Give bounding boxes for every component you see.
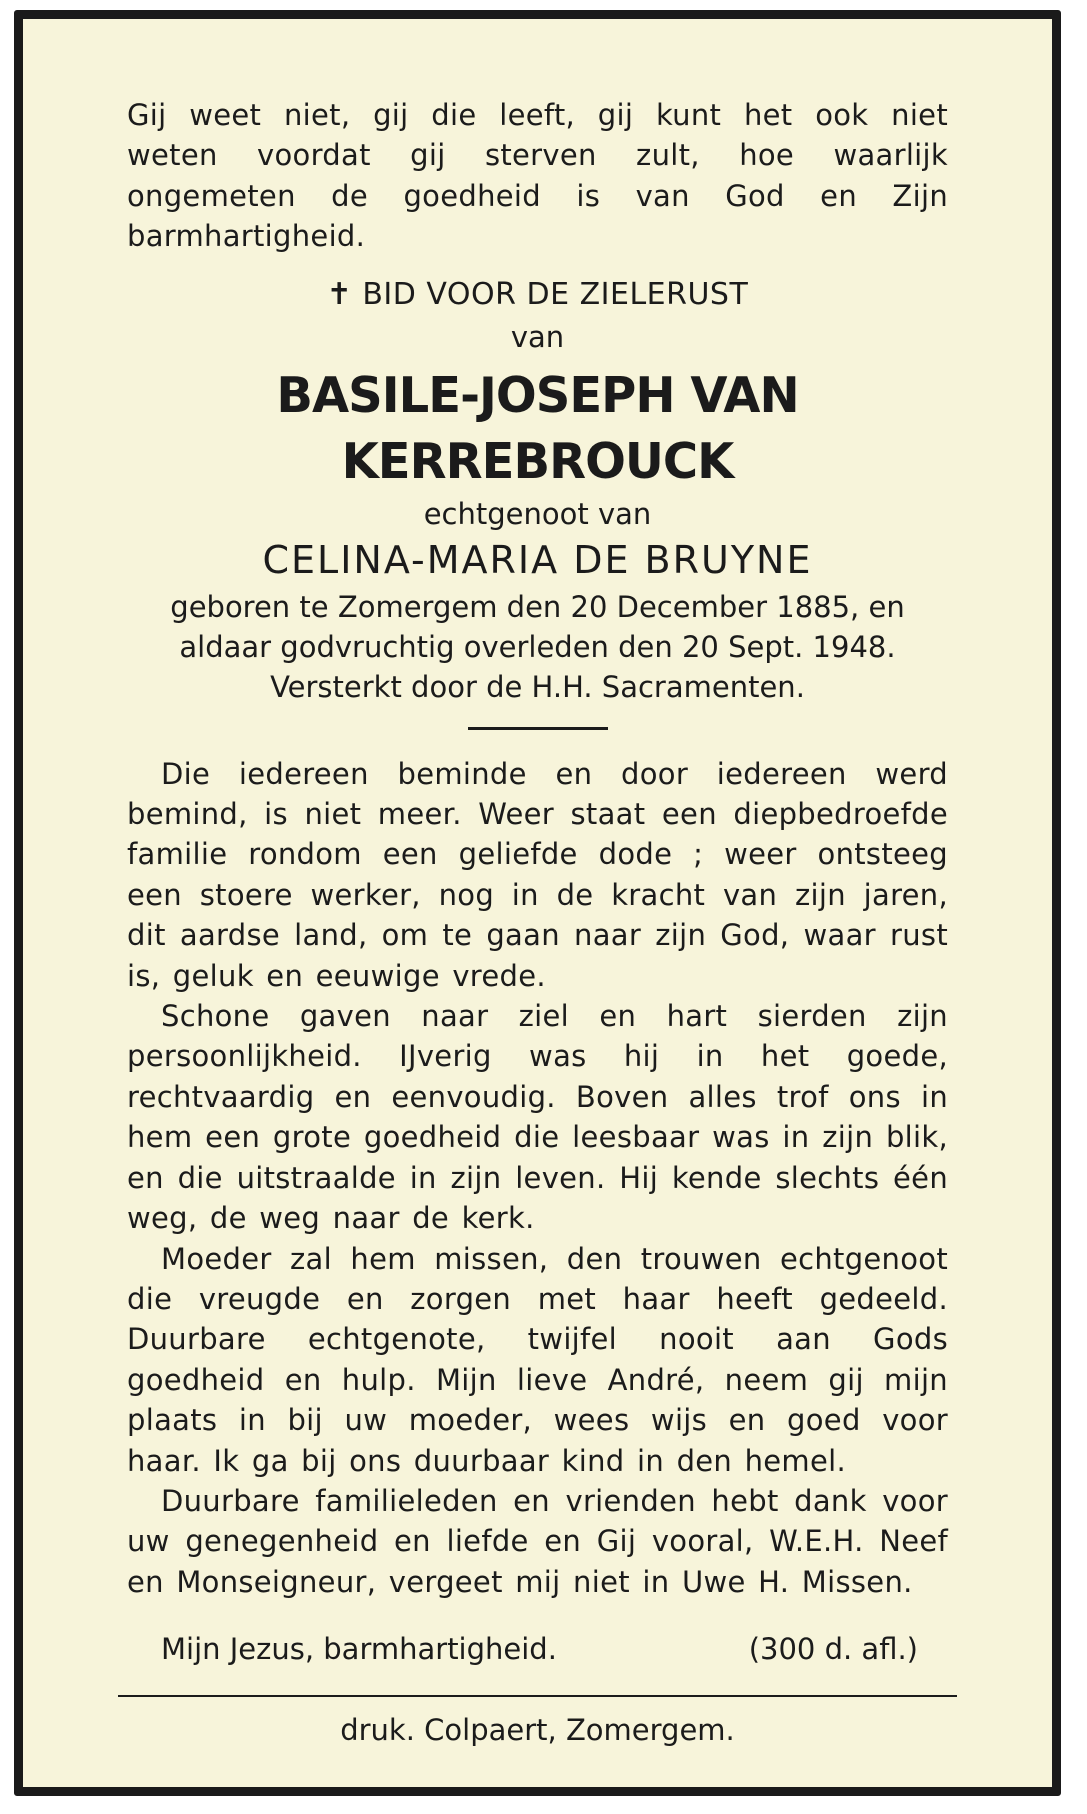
spouse-name: CELINA-MARIA DE BRUYNE bbox=[262, 537, 813, 582]
divider bbox=[468, 727, 608, 730]
opening-quote: Gij weet niet, gij die leeft, gij kunt het ook niet weten voordat gij sterven zult, hoe waarlijk ongemeten de goedheid is van God en Zijn barmhartigheid. bbox=[127, 98, 948, 254]
paragraph-4: Duurbare familieleden en vrienden hebt dank voor uw genegenheid en liefde en Gij vooral, W.E.H. Neef en Monseigneur, vergeet mij niet in Uwe H. Missen. bbox=[127, 1483, 948, 1599]
paragraph-1: Die iedereen beminde en door iedereen werd bemind, is niet meer. Weer staat een diepbedroefde familie rondom een geliefde dode ; weer ontsteeg een stoere werker, nog in de kracht van zijn jaren, dit aardse land, om te gaan naar zijn God, waar rust is, geluk en eeuwige vrede. bbox=[127, 756, 948, 993]
deceased-name: BASILE-JOSEPH VAN KERREBROUCK bbox=[276, 366, 799, 490]
footer-divider bbox=[118, 1695, 957, 1697]
card-content bbox=[127, 95, 948, 1666]
memorial-card bbox=[14, 10, 1061, 1796]
paragraph-3: Moeder zal hem missen, den trouwen echtgenoot die vreugde en zorgen met haar heeft gedeeld. Duurbare echtgenote, twijfel nooit aan Gods goedheid en hulp. Mijn lieve André, neem gij mijn plaats in bij uw moeder, wees wijs en goed voor haar. Ik ga bij ons duurbaar kind in den hemel. bbox=[127, 1241, 948, 1478]
printer-credit: druk. Colpaert, Zomergem. bbox=[340, 1713, 735, 1747]
prayer-line: ✝ BID VOOR DE ZIELERUST bbox=[326, 276, 749, 312]
closing-prayer: Mijn Jezus, barmhartigheid. bbox=[161, 1632, 557, 1667]
paragraph-2: Schone gaven naar ziel en hart sierden zijn persoonlijkheid. IJverig was hij in het goede, rechtvaardig en eenvoudig. Boven alles trof ons in hem een grote goedheid die leesbaar was in zijn blik, en die uitstraalde in zijn leven. Hij kende slechts één weg, de weg naar de kerk. bbox=[127, 999, 948, 1236]
sacraments-line: Versterkt door de H.H. Sacramenten. bbox=[270, 669, 805, 704]
spouse-label: echtgenoot van bbox=[423, 496, 652, 531]
birth-line-1: geboren te Zomergem den 20 December 1885, en bbox=[170, 589, 905, 624]
birth-line-2: aldaar godvruchtig overleden den 20 Sept. 1948. bbox=[179, 629, 896, 664]
indulgence: (300 d. afl.) bbox=[748, 1632, 918, 1667]
closing-row bbox=[127, 1632, 948, 1666]
van-label: van bbox=[510, 319, 565, 354]
